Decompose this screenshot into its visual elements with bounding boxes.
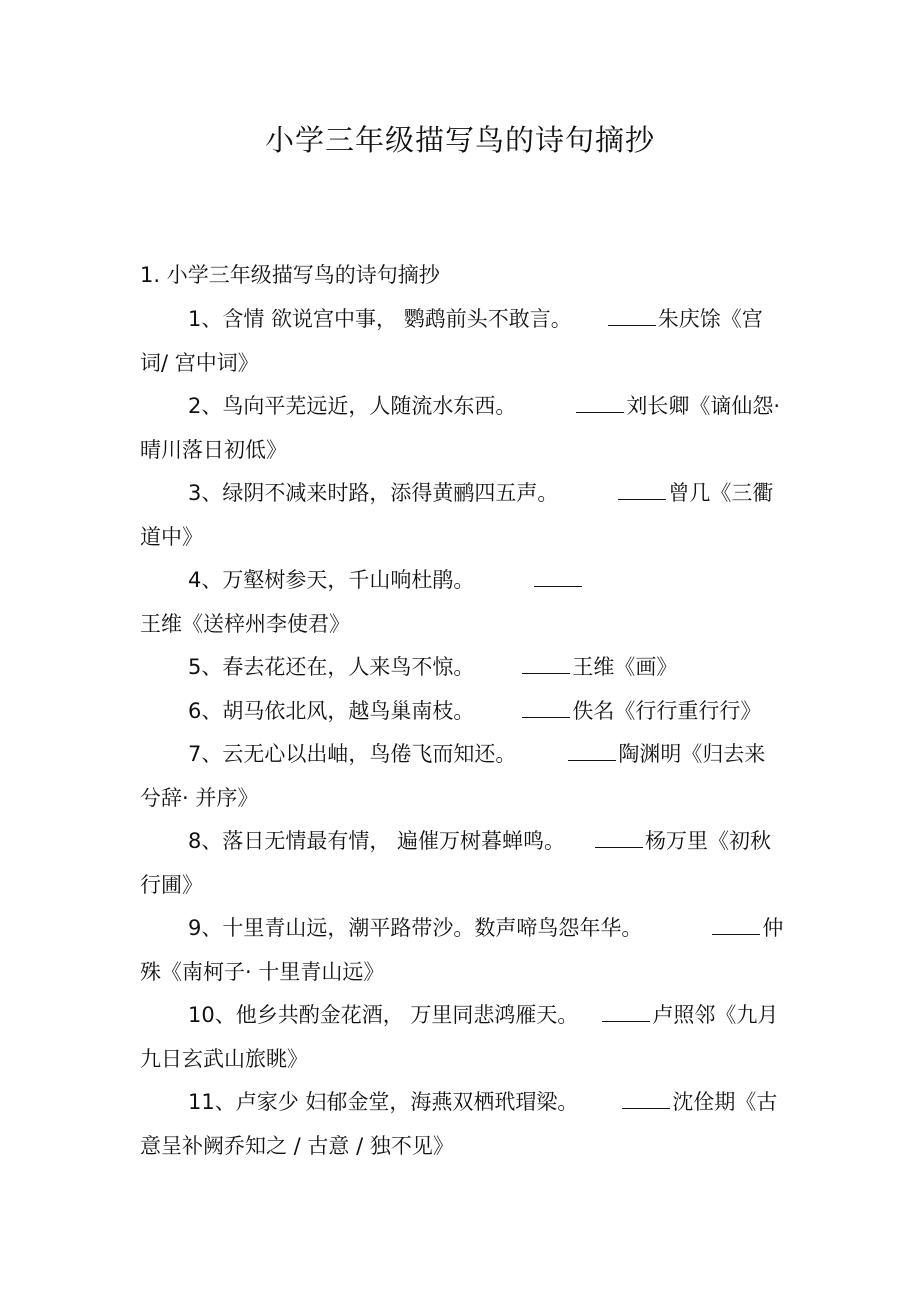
poem-item	[140, 559, 785, 646]
answer-blank	[568, 746, 616, 761]
poem-source: 卢照邻《九月九日玄武山旅眺》	[140, 1003, 779, 1071]
poem-source: 王维《画》	[572, 655, 678, 679]
poem-source: 杨万里《初秋行圃》	[140, 829, 772, 897]
poem-line: 11、卢家少 妇郁金堂，海燕双栖玳瑁梁。	[188, 1090, 579, 1114]
poem-source: 仲殊《南柯子· 十里青山远》	[140, 916, 784, 984]
answer-blank	[576, 398, 624, 413]
poem-source: 刘长卿《谪仙怨· 晴川落日初低》	[140, 394, 781, 462]
poem-item	[140, 733, 785, 820]
answer-blank	[522, 659, 570, 674]
poem-item	[140, 385, 785, 472]
poem-line: 7、云无心以出岫，鸟倦飞而知还。	[188, 742, 517, 766]
poem-line: 5、春去花还在，人来鸟不惊。	[188, 655, 475, 679]
poem-line: 10、他乡共酌金花酒， 万里同悲鸿雁天。	[188, 1003, 579, 1027]
answer-blank	[622, 1094, 670, 1109]
answer-blank	[595, 833, 643, 848]
poem-source: 曾几《三衢道中》	[140, 481, 774, 549]
poem-item	[140, 646, 785, 690]
poem-line: 4、万壑树参天，千山响杜鹃。	[188, 568, 475, 592]
answer-blank	[534, 572, 582, 587]
answer-blank	[618, 485, 666, 500]
answer-blank	[522, 703, 570, 718]
poem-source: 陶渊明《归去来兮辞· 并序》	[140, 742, 766, 810]
poem-item	[140, 907, 785, 994]
poem-line: 8、落日无情最有情， 遍催万树暮蝉鸣。	[188, 829, 566, 853]
poem-line: 1、含情 欲说宫中事， 鹦鹉前头不敢言。	[188, 307, 572, 331]
poem-source: 王维《送梓州李使君》	[140, 611, 350, 636]
answer-blank	[712, 920, 760, 935]
answer-blank	[608, 311, 656, 326]
answer-blank	[602, 1007, 650, 1022]
poem-item	[140, 690, 785, 734]
page-title: 小学三年级描写鸟的诗句摘抄	[264, 123, 655, 157]
section-heading: 1. 小学三年级描写鸟的诗句摘抄	[140, 263, 440, 287]
poem-line: 6、胡马依北风，越鸟巢南枝。	[188, 698, 475, 723]
poem-line: 2、鸟向平芜远近，人随流水东西。	[188, 394, 517, 418]
poem-line: 3、绿阴不减来时路，添得黄鹂四五声。	[188, 481, 559, 505]
poem-source: 朱庆馀《宫词/ 宫中词》	[140, 307, 763, 375]
poem-item	[140, 994, 785, 1081]
poem-source: 沈佺期《古意呈补阙乔知之 / 古意 / 独不见》	[140, 1090, 778, 1158]
poem-item	[140, 820, 785, 907]
poem-item	[140, 472, 785, 559]
poem-list	[140, 298, 785, 1168]
poem-item	[140, 1081, 785, 1168]
poem-item	[140, 298, 785, 385]
poem-source: 佚名《行行重行行》	[572, 698, 762, 723]
poem-line: 9、十里青山远，潮平路带沙。数声啼鸟怨年华。	[188, 916, 643, 940]
